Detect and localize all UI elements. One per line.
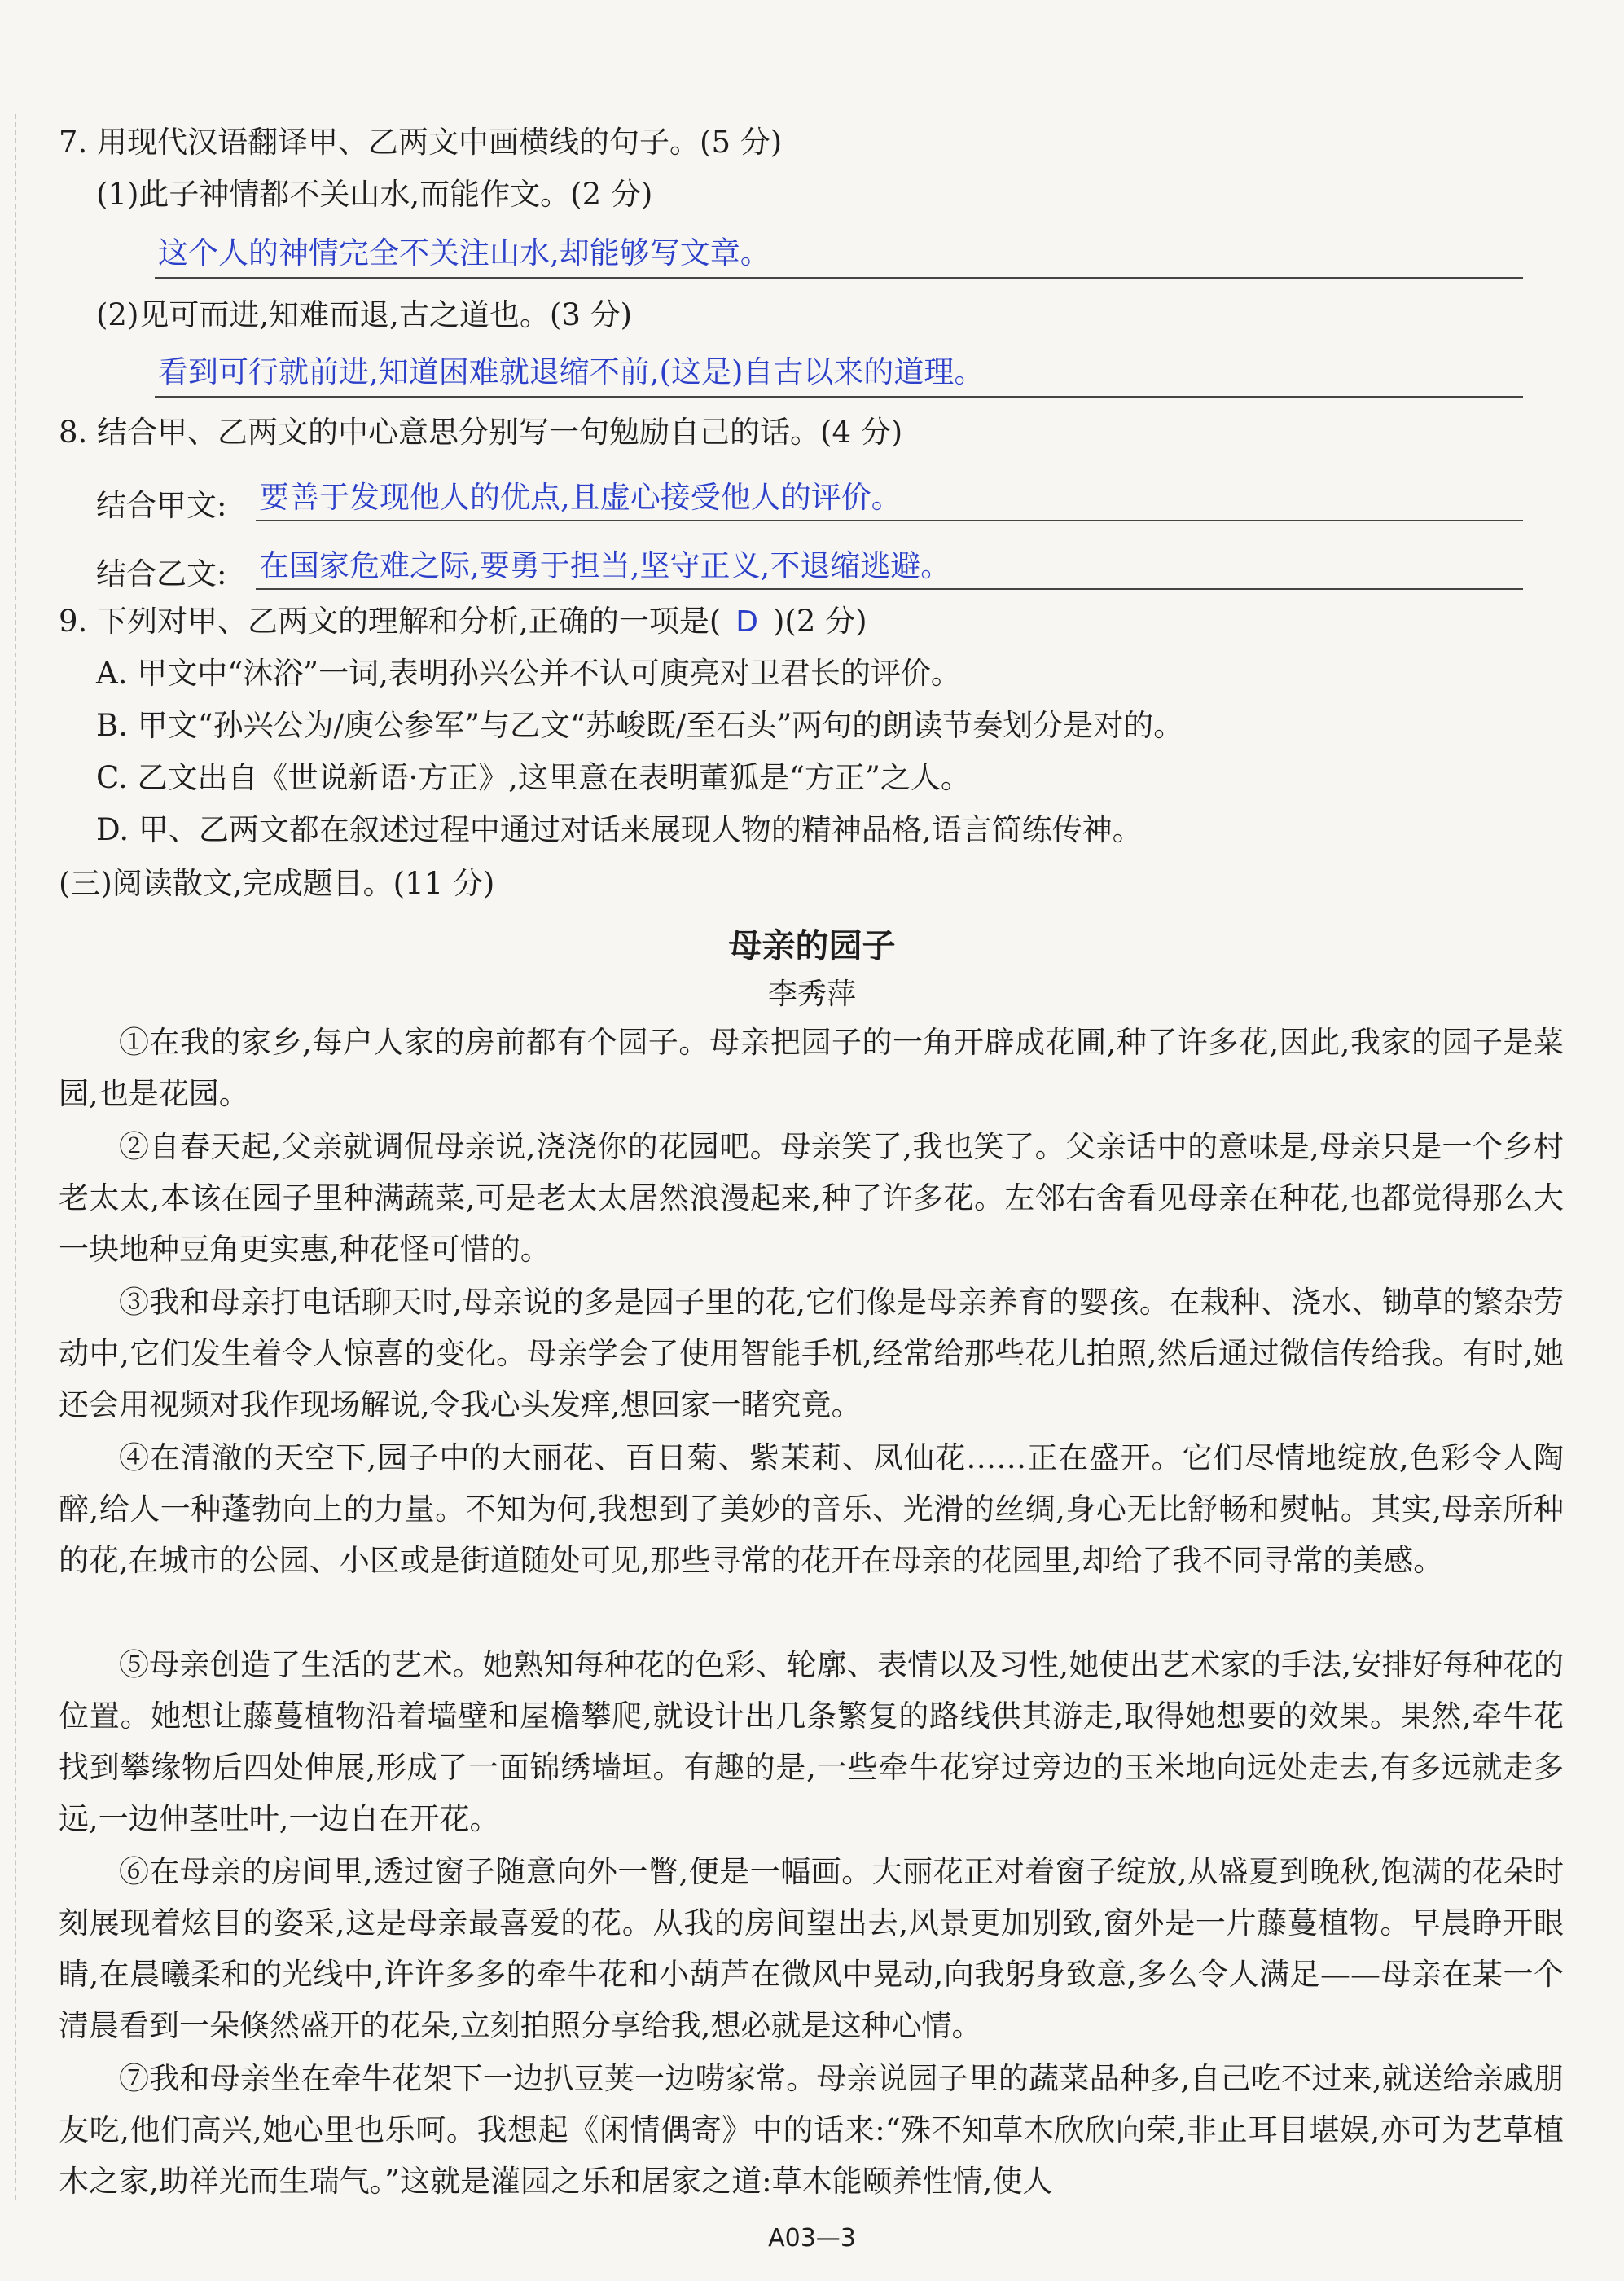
- q8-answer-a-row[interactable]: [96, 469, 1523, 521]
- article-paragraph-7: ⑦我和母亲坐在牵牛花架下一边扒豆荚一边唠家常。母亲说园子里的蔬菜品种多,自己吃不过来,就送给亲戚朋友吃,他们高兴,她心里也乐呵。我想起《闲情偶寄》中的话来:“殊不知草木欣欣向荣,非止耳目堪娱,亦可为艺草植木之家,助祥光而生瑞气。”这就是灌园之乐和居家之道:草木能颐养性情,使人: [59, 2061, 1564, 2199]
- q7-sub2-answer-line[interactable]: [155, 344, 1523, 398]
- q9-stem: [59, 600, 1574, 644]
- q8-label-a: 结合甲文:: [96, 488, 227, 523]
- article-author: 李秀萍: [767, 978, 856, 1011]
- q9-option-b: B. 甲文“孙兴公为/庾公参军”与乙文“苏峻既/至石头”两句的朗读节奏划分是对的。: [96, 708, 1184, 743]
- q7-sub2-answer: 看到可行就前进,知道困难就退缩不前,(这是)自古以来的道理。: [158, 354, 985, 389]
- binding-margin-line: [15, 114, 16, 2200]
- article-title: 母亲的园子: [728, 926, 896, 965]
- q8-answer-b-row[interactable]: [96, 538, 1523, 590]
- q9-option-d: D. 甲、乙两文都在叙述过程中通过对话来展现人物的精神品格,语言简练传神。: [96, 812, 1143, 847]
- article-paragraph-4: ④在清澈的天空下,园子中的大丽花、百日菊、紫茉莉、凤仙花……正在盛开。它们尽情地绽放,色彩令人陶醉,给人一种蓬勃向上的力量。不知为何,我想到了美妙的音乐、光滑的丝绸,身心无比舒畅和熨帖。其实,母亲所种的花,在城市的公园、小区或是街道随处可见,那些寻常的花开在母亲的花园里,却给了我不同寻常的美感。: [59, 1440, 1564, 1578]
- q8-answer-b: 在国家危难之际,要勇于担当,坚守正义,不退缩逃避。: [259, 548, 951, 583]
- q8-underline-b: [256, 588, 1523, 590]
- q8-underline-a: [256, 520, 1523, 521]
- q7-sub1-answer-line[interactable]: [155, 225, 1523, 279]
- q8-stem: 8. 结合甲、乙两文的中心意思分别写一句勉励自己的话。(4 分): [59, 415, 903, 450]
- article-paragraph-2: ②自春天起,父亲就调侃母亲说,浇浇你的花园吧。母亲笑了,我也笑了。父亲话中的意味是,母亲只是一个乡村老太太,本该在园子里种满蔬菜,可是老太太居然浪漫起来,种了许多花。左邻右舍看见母亲在种花,也都觉得那么大一块地种豆角更实惠,种花怪可惜的。: [59, 1129, 1564, 1267]
- page-number: A03—3: [768, 2224, 856, 2252]
- q9-stem-pre: 9. 下列对甲、乙两文的理解和分析,正确的一项是(: [59, 604, 722, 639]
- q9-answer[interactable]: D: [735, 605, 758, 639]
- q9-stem-post: )(2 分): [773, 604, 867, 639]
- q8-label-b: 结合乙文:: [96, 556, 227, 591]
- q9-option-c: C. 乙文出自《世说新语·方正》,这里意在表明董狐是“方正”之人。: [96, 760, 971, 795]
- q9-option-a: A. 甲文中“沐浴”一词,表明孙兴公并不认可庾亮对卫君长的评价。: [96, 656, 961, 691]
- article-paragraph-6: ⑥在母亲的房间里,透过窗子随意向外一瞥,便是一幅画。大丽花正对着窗子绽放,从盛夏到晚秋,饱满的花朵时刻展现着炫目的姿采,这是母亲最喜爱的花。从我的房间望出去,风景更加别致,窗外是一片藤蔓植物。早晨睁开眼睛,在晨曦柔和的光线中,许许多多的牵牛花和小葫芦在微风中晃动,向我躬身致意,多么令人满足——母亲在某一个清晨看到一朵倏然盛开的花朵,立刻拍照分享给我,想必就是这种心情。: [59, 1854, 1564, 2043]
- q7-stem: 7. 用现代汉语翻译甲、乙两文中画横线的句子。(5 分): [59, 125, 783, 160]
- article-paragraph-3: ③我和母亲打电话聊天时,母亲说的多是园子里的花,它们像是母亲养育的婴孩。在栽种、浇水、锄草的繁杂劳动中,它们发生着令人惊喜的变化。母亲学会了使用智能手机,经常给那些花儿拍照,然后通过微信传给我。有时,她还会用视频对我作现场解说,令我心头发痒,想回家一睹究竟。: [59, 1285, 1564, 1422]
- q7-sub2-text: (2)见可而进,知难而退,古之道也。(3 分): [96, 297, 633, 332]
- section-heading: (三)阅读散文,完成题目。(11 分): [59, 866, 495, 901]
- q7-sub1-text: (1)此子神情都不关山水,而能作文。(2 分): [96, 177, 653, 212]
- q8-answer-a: 要善于发现他人的优点,且虚心接受他人的评价。: [259, 480, 902, 515]
- q7-sub1-answer: 这个人的神情完全不关注山水,却能够写文章。: [158, 235, 770, 270]
- article-paragraph-5: ⑤母亲创造了生活的艺术。她熟知每种花的色彩、轮廓、表情以及习性,她使出艺术家的手法,安排好每种花的位置。她想让藤蔓植物沿着墙壁和屋檐攀爬,就设计出几条繁复的路线供其游走,取得她想要的效果。果然,牵牛花找到攀缘物后四处伸展,形成了一面锦绣墙垣。有趣的是,一些牵牛花穿过旁边的玉米地向远处走去,有多远就走多远,一边伸茎吐叶,一边自在开花。: [59, 1647, 1564, 1836]
- article-paragraph-1: ①在我的家乡,每户人家的房前都有个园子。母亲把园子的一角开辟成花圃,种了许多花,因此,我家的园子是菜园,也是花园。: [59, 1025, 1564, 1111]
